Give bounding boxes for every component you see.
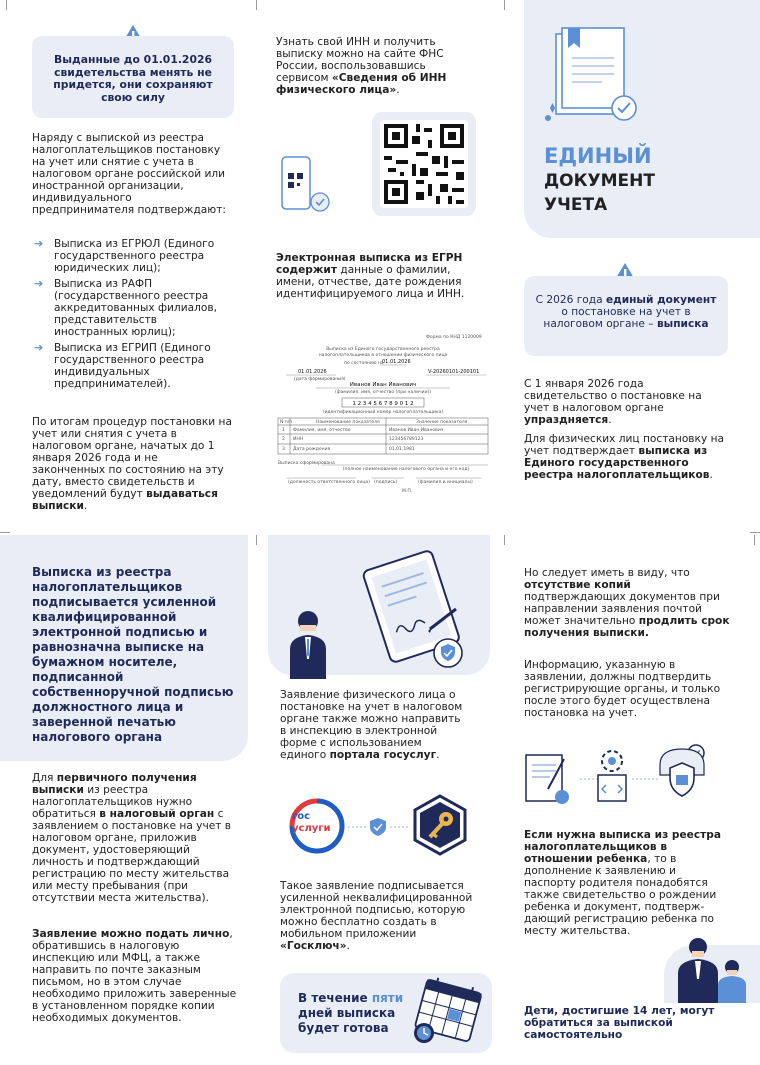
missing-copies-text: Но следует иметь в виду, что отсутствие копий подтверждающих документов при направлении заявления почтой может значительно продлить срок получения выписки. (524, 567, 730, 639)
intro-text: Наряду с выпиской из реестра налогоплательщиков постановку на учет или снятие с учета в налоговом органе российской или иностранной организации, индивидуального предпринимателя подтверждают: (32, 132, 226, 216)
doc-inn: 1 2 3 4 5 6 7 8 9 0 1 2 (352, 401, 414, 407)
list-item: ➔ Выписка из РАФП (государственного реестра аккредитованных филиалов, представительств иностранных юрлиц); (34, 277, 217, 338)
warning-box-text: Выданные до 01.01.2026 свидетельства менять не придется, они сохраняют свою силу (53, 53, 213, 104)
cover-title-2: ДОКУМЕНТ (544, 171, 655, 191)
age-14-text: Дети, достигшие 14 лет, могут обратиться за выпиской самостоятельно (524, 1005, 715, 1041)
doc-heading-1: Выписка из Единого государственного реестра (326, 347, 440, 352)
qr-code-frame[interactable] (372, 112, 476, 216)
doc-date-left: 01.01.2026 (298, 369, 327, 375)
doc-cell: 3 (282, 447, 285, 452)
cover-title-3: УЧЕТА (544, 195, 608, 215)
five-days-text: В течение пяти дней выписка будет готова (298, 991, 404, 1035)
doc-cell: ИНН (293, 437, 304, 442)
process-icons (520, 739, 716, 811)
arrow-right-icon: ➔ (34, 237, 44, 250)
egrn-text: Электронная выписка из ЕГРН содержит данные о фамилии, имени, отчестве, дате рождения идентифицируемого лица и ИНН. (276, 252, 465, 300)
doc-sign-2: (подпись) (374, 480, 398, 485)
doc-inn-caption: (идентификационный номер налогоплательщика) (322, 410, 444, 415)
doc-issued: Выписка сформирована (278, 461, 335, 466)
child-extract-text: Если нужна выписка из реестра налогоплательщиков в отношении ребенка, то в дополнение к заявлению и паспорту родителя понадобятся также свидетельство о рождении ребенка и документ, подтверж-дающий регистрацию ребенка по месту жительства. (524, 829, 722, 937)
connector-line (348, 815, 408, 839)
list-item: ➔ Выписка из ЕГРЮЛ (Единого государственного реестра юридических лиц); (34, 237, 215, 274)
signature-banner-text: Выписка из реестра налогоплательщиков подписывается усиленной квалифицированной электронной подписью и равнозначна выписке на бумажном носителе, подписанной собственноручной подписью должностного лица и заверенной печатью налогового органа (32, 565, 234, 744)
signature-key-text: Такое заявление подписывается усиленной неквалифицированной электронной подписью, которую можно бесплатно создать в мобильном приложении «Госключ». (280, 880, 473, 952)
panel-2 (258, 0, 504, 530)
doc-sostoyanie: по состоянию на (344, 361, 384, 366)
doc-col-3: Значение показателя (416, 420, 468, 425)
crop-mark (504, 0, 505, 10)
arrow-right-icon: ➔ (34, 277, 44, 290)
doc-heading-2: налогоплательщиков в отношении физического лица (318, 353, 448, 358)
crop-mark (750, 532, 760, 533)
doc-col-2: Наименование показателя (316, 420, 380, 425)
individuals-text: Для физических лиц постановку на учет подтверждает выписка из Единого государственного реестра налогоплательщиков. (524, 433, 725, 481)
crop-mark (0, 532, 10, 533)
document-check-icon (542, 24, 652, 128)
abolished-text: С 1 января 2026 года свидетельство о постановке на учет в налоговом органе упраздняется. (524, 378, 702, 426)
panel-3 (506, 0, 760, 530)
cover-title-1: ЕДИНЫЙ (544, 144, 652, 168)
doc-sign-3: (фамилия и инициалы) (418, 480, 473, 485)
doc-fio-caption: (фамилия, имя, отчество (при наличии)) (334, 390, 432, 395)
single-document-box (524, 276, 728, 356)
crop-mark (256, 535, 257, 545)
single-document-text: С 2026 года единый документ о постановке на учет в налоговом органе – выписка (535, 294, 717, 330)
doc-form: Форма по КНД 1120009 (426, 335, 482, 340)
qr-code-icon (380, 120, 468, 208)
doc-issued-caption: (полное наименование налогового органа и его код) (342, 467, 470, 472)
phone-qr-icon (278, 155, 336, 223)
signing-tablet-illustration (280, 549, 490, 685)
outro-text: По итогам процедур постановки на учет или снятия с учета в налоговом органе, начатых до 1 января 2026 года и не законченных по состоянию на эту дату, вместо свидетельств и уведомлений будут выдаваться выписки. (32, 416, 232, 512)
panel-5 (258, 535, 504, 1065)
doc-cell: Дата рождения (293, 447, 331, 452)
inn-text: Узнать свой ИНН и получить выписку можно на сайте ФНС России, воспользовавшись сервисом «Сведения об ИНН физического лица». (276, 36, 447, 96)
sample-extract-document (276, 330, 490, 498)
doc-mp: М.П. (402, 489, 413, 494)
doc-number: V-20260101-200101 (428, 369, 480, 375)
gosuslugi-logo-text-1: гос (292, 811, 311, 822)
doc-cell: 01.01.1981 (389, 447, 415, 452)
doc-date: 01.01.2026 (382, 359, 411, 365)
first-receipt-text: Для первичного получения выписки из реестра налогоплательщиков нужно обратиться в налоговый орган с заявлением о постановке на учет в налоговом органе, приложив документ, удостоверяющий личность и подтверждающий регистрацию по месту жительства или месту пребывания (при отсутствии места жительства). (32, 772, 232, 904)
warning-box (32, 36, 234, 118)
parent-child-illustration (670, 927, 754, 1003)
panel-4 (0, 535, 255, 1065)
in-person-text: Заявление можно подать лично, обратившись в налоговую инспекцию или МФЦ, а также направить по почте заказным письмом, но в этом случае необходимо приложить заверенные в установленном порядке копии необходимых документов. (32, 928, 237, 1024)
doc-cell: Фамилия, имя, отчество (293, 428, 351, 433)
verification-text: Информацию, указанную в заявлении, должны подтвердить регистрирующие органы, и только после этого будет осуществлена постановка на учет. (524, 659, 721, 719)
gosuslugi-logo-text-2: услуги (292, 823, 331, 834)
five-days-box (280, 973, 492, 1053)
arrow-right-icon: ➔ (34, 341, 44, 354)
goskey-logo[interactable] (408, 793, 472, 857)
doc-sign-1: (должность ответственного лица) (288, 480, 370, 485)
doc-cell: 2 (282, 437, 285, 442)
doc-cell: Иванов Иван Иванович (389, 428, 444, 433)
panel-1 (0, 0, 255, 530)
doc-cell: 123456789123 (389, 437, 424, 442)
doc-cell: 1 (282, 428, 285, 433)
panel-6 (506, 535, 760, 1065)
doc-col-1: N п/п (280, 420, 293, 425)
electronic-application-text: Заявление физического лица о постановке на учет в налоговом органе также можно направить в инспекцию в электронной форме с использованием единого портала госуслуг. (280, 689, 463, 761)
doc-fio: Иванов Иван Иванович (349, 382, 417, 388)
doc-date-caption: (дата формирования) (294, 377, 346, 382)
document-list (32, 238, 232, 394)
calendar-icon (404, 969, 488, 1053)
gosuslugi-logo[interactable] (288, 797, 346, 855)
list-item: ➔ Выписка из ЕГРИП (Единого государственного реестра индивидуальных предпринимателей). (34, 341, 211, 390)
crop-mark (256, 0, 257, 10)
crop-mark (504, 535, 505, 545)
